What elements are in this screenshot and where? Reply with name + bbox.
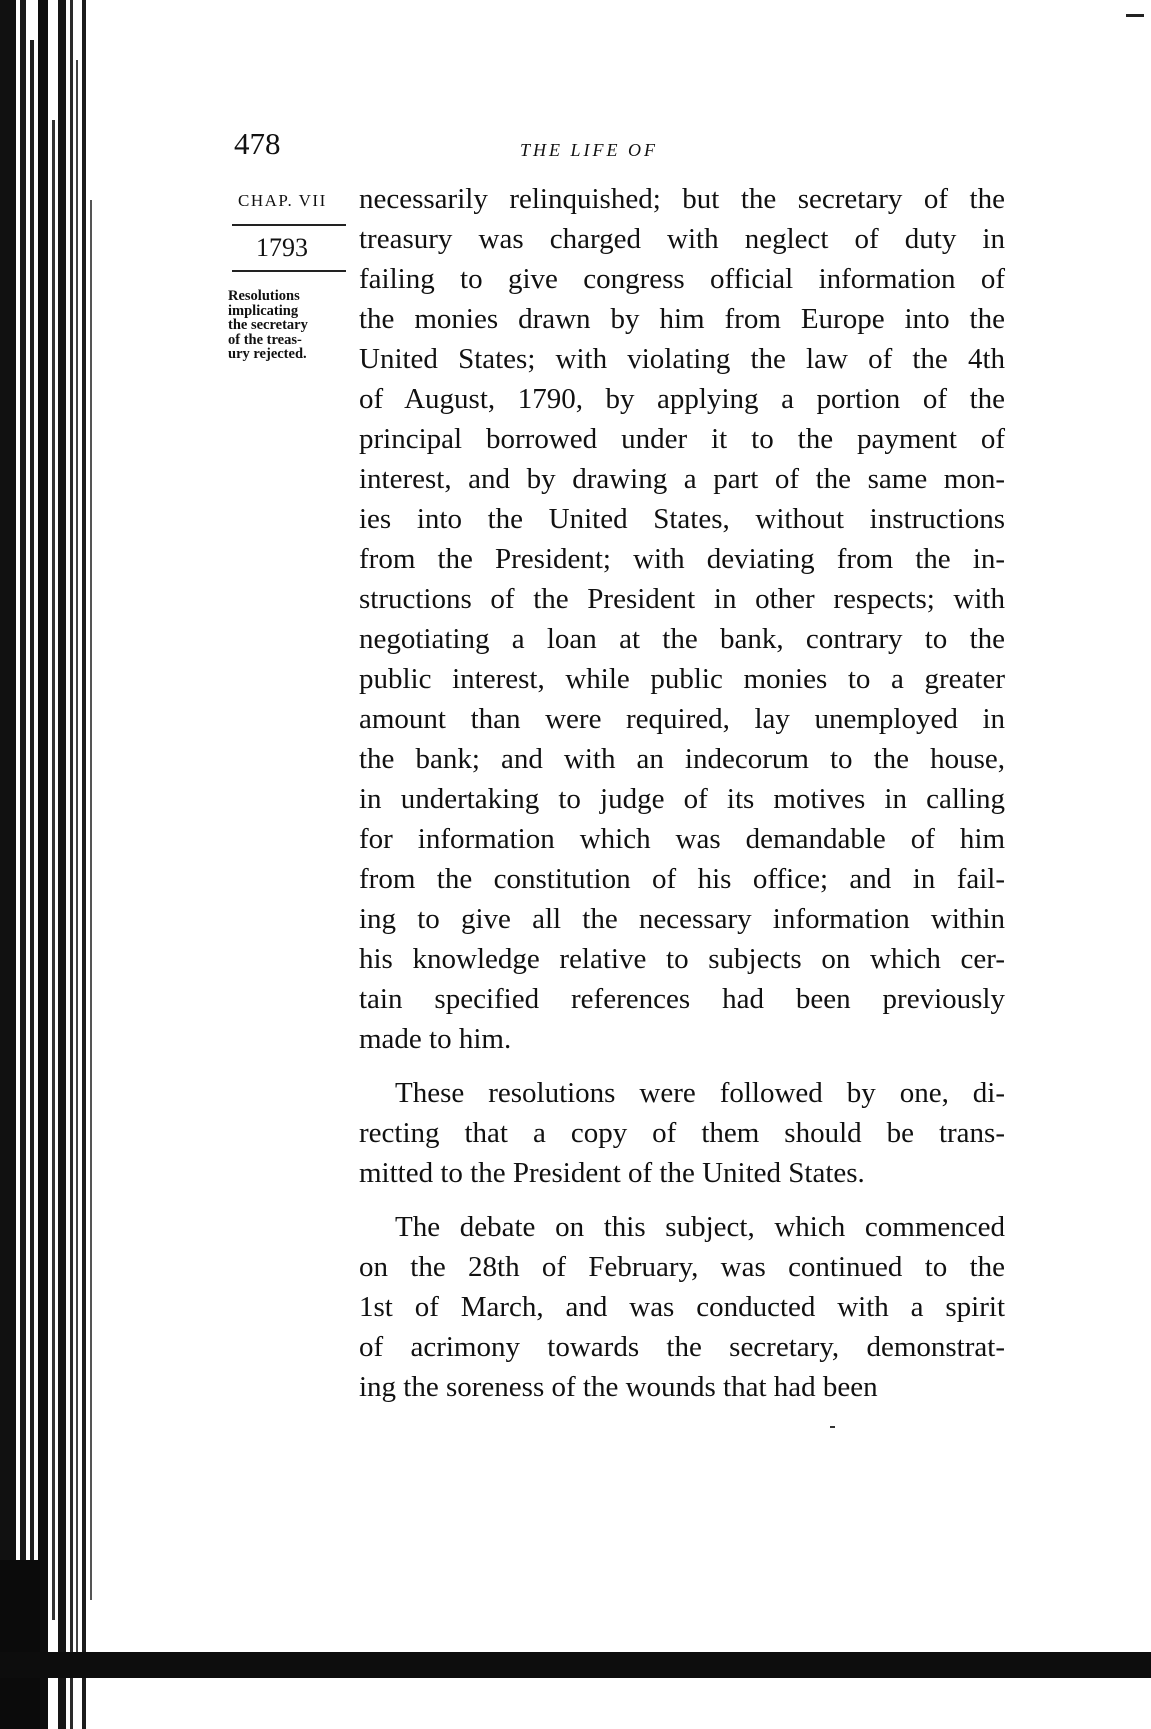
text-line: failing to give congress official information of <box>359 263 1005 295</box>
text-line: his knowledge relative to subjects on which cer- <box>359 943 1005 975</box>
text-line: principal borrowed under it to the payment of <box>359 423 1005 455</box>
sidenote-line: of the treas- <box>228 331 302 348</box>
text-line: These resolutions were followed by one, di- <box>395 1077 1005 1109</box>
text-line: treasury was charged with neglect of duty in <box>359 223 1005 255</box>
text-line: structions of the President in other respects; with <box>359 583 1005 615</box>
text-line: the bank; and with an indecorum to the house, <box>359 743 1005 775</box>
paragraph-gap <box>359 1193 1005 1207</box>
sidenote-line: ury rejected. <box>228 346 307 362</box>
running-head: THE LIFE OF <box>520 140 658 160</box>
text-line: of acrimony towards the secretary, demonstrat- <box>359 1331 1005 1363</box>
scan-bottom-edge <box>0 1652 1151 1678</box>
text-line: in undertaking to judge of its motives in calling <box>359 783 1005 815</box>
scan-corner-mark <box>1126 14 1144 17</box>
sidenote-line: implicating <box>228 302 299 319</box>
margin-rule-top <box>232 224 346 226</box>
text-line: 1st of March, and was conducted with a spirit <box>359 1291 1005 1323</box>
text-line: ies into the United States, without instructions <box>359 503 1005 535</box>
text-line: public interest, while public monies to a greater <box>359 663 1005 695</box>
text-line: recting that a copy of them should be trans- <box>359 1117 1005 1149</box>
binding-edge <box>0 0 100 1729</box>
text-line: from the constitution of his office; and in fail- <box>359 863 1005 895</box>
text-line: The debate on this subject, which commenced <box>395 1211 1005 1243</box>
sidenote-line: Resolutions <box>228 288 300 304</box>
paragraph-gap <box>359 1059 1005 1073</box>
text-line: of August, 1790, by applying a portion of the <box>359 383 1005 415</box>
page-number: 478 <box>234 126 281 161</box>
text-line: the monies drawn by him from Europe into the <box>359 303 1005 335</box>
text-line: United States; with violating the law of the 4th <box>359 343 1005 375</box>
text-line: ing the soreness of the wounds that had been <box>359 1371 878 1403</box>
year-label: 1793 <box>256 233 308 262</box>
text-line: amount than were required, lay unemployed in <box>359 703 1005 735</box>
sidenote-line: the secretary <box>228 317 308 333</box>
text-line: from the President; with deviating from the in- <box>359 543 1005 575</box>
text-line: ing to give all the necessary information within <box>359 903 1005 935</box>
margin-rule-bottom <box>232 270 346 272</box>
text-line: mitted to the President of the United States. <box>359 1157 865 1189</box>
chapter-label: CHAP. VII <box>238 191 327 210</box>
text-line: on the 28th of February, was continued to the <box>359 1251 1005 1283</box>
text-line: necessarily relinquished; but the secretary of the <box>359 183 1005 215</box>
text-line: negotiating a loan at the bank, contrary to the <box>359 623 1005 655</box>
text-line: tain specified references had been previously <box>359 983 1005 1015</box>
scan-speck <box>830 1426 835 1428</box>
text-line: made to him. <box>359 1023 512 1055</box>
text-line: interest, and by drawing a part of the same mon- <box>359 463 1005 495</box>
marginal-sidenote <box>228 289 348 362</box>
text-line: for information which was demandable of him <box>359 823 1005 855</box>
body-text <box>359 179 1005 1407</box>
